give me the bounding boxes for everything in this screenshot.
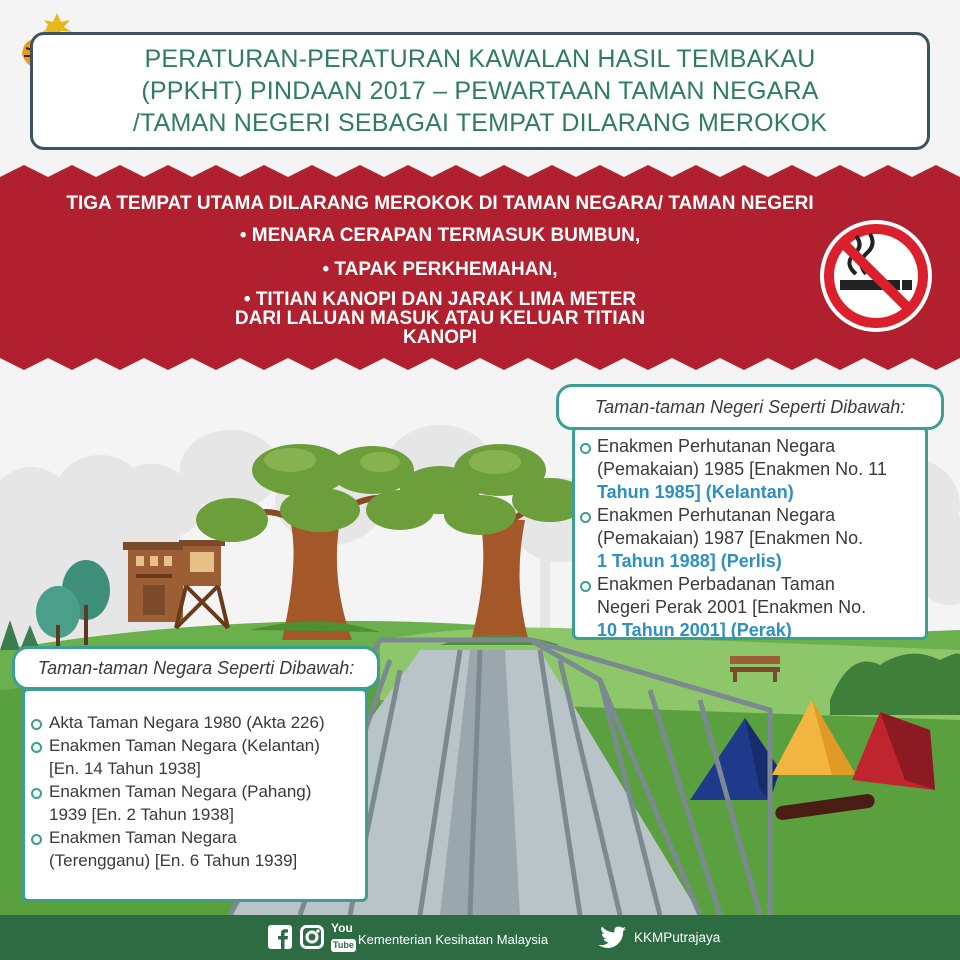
national-park-item-4-line-2: (Terengganu) [En. 6 Tahun 1939] <box>49 851 298 870</box>
national-parks-title: Taman-taman Negara Seperti Dibawah: <box>12 646 380 690</box>
state-parks-title: Taman-taman Negeri Seperti Dibawah: <box>556 384 944 430</box>
national-park-item-terengganu <box>25 826 365 872</box>
no-smoking-icon <box>816 216 936 336</box>
title-line-2: (PPKHT) PINDAAN 2017 – PEWARTAAN TAMAN NEGARA <box>141 77 819 105</box>
national-parks-list <box>22 688 368 902</box>
state-park-item-2-line-2: (Pemakaian) 1987 [Enakmen No. <box>597 528 864 548</box>
banner-item-3-line-2: DARI LALUAN MASUK ATAU KELUAR TITIAN <box>234 308 646 329</box>
twitter-handle[interactable]: KKMPutrajaya <box>634 930 721 945</box>
banner-item-observation-tower: • MENARA CERAPAN TERMASUK BUMBUN, <box>239 225 641 246</box>
state-park-item-3-line-3: 10 Tahun 2001] (Perak) <box>597 620 792 640</box>
banner-item-canopy-walk <box>0 290 880 347</box>
observation-tower <box>123 540 228 628</box>
footer-bar <box>0 915 960 960</box>
twitter-icon[interactable] <box>598 926 626 949</box>
national-park-item-kelantan <box>25 734 365 780</box>
state-park-item-perlis <box>575 504 925 573</box>
title-box <box>30 32 930 150</box>
state-park-item-2-line-1: Enakmen Perhutanan Negara <box>597 505 836 525</box>
national-park-item-pahang <box>25 780 365 826</box>
state-park-item-1-line-3: Tahun 1985] (Kelantan) <box>597 482 794 502</box>
banner-heading: TIGA TEMPAT UTAMA DILARANG MEROKOK DI TAMAN NEGARA/ TAMAN NEGERI <box>66 193 814 214</box>
state-park-item-1-line-1: Enakmen Perhutanan Negara <box>597 436 836 456</box>
national-park-item-3-line-1: Enakmen Taman Negara (Pahang) <box>49 782 312 801</box>
state-park-item-1-line-2: (Pemakaian) 1985 [Enakmen No. 11 <box>597 459 887 479</box>
state-park-item-kelantan <box>575 435 925 504</box>
youtube-tube-text: Tube <box>333 940 354 950</box>
ministry-name: Kementerian Kesihatan Malaysia <box>358 932 549 947</box>
banner-text <box>0 192 880 347</box>
state-park-item-3-line-1: Enakmen Perbadanan Taman <box>597 574 835 594</box>
national-park-item-2-line-1: Enakmen Taman Negara (Kelantan) <box>49 736 320 755</box>
state-parks-list <box>572 426 928 640</box>
facebook-icon[interactable] <box>268 925 292 949</box>
youtube-icon[interactable] <box>331 922 353 954</box>
youtube-you-text: You <box>331 921 353 935</box>
national-park-item-4-line-1: Enakmen Taman Negara <box>49 828 237 847</box>
banner-item-3-line-1: • TITIAN KANOPI DAN JARAK LIMA METER <box>243 289 637 310</box>
title-line-1: PERATURAN-PERATURAN KAWALAN HASIL TEMBAKAU <box>144 45 816 73</box>
instagram-icon[interactable] <box>300 925 324 949</box>
national-park-item-1-line-1: Akta Taman Negara 1980 (Akta 226) <box>49 713 325 732</box>
national-park-item-3-line-2: 1939 [En. 2 Tahun 1938] <box>49 805 234 824</box>
banner-item-campsite: • TAPAK PERKHEMAHAN, <box>322 259 558 280</box>
state-park-item-2-line-3: 1 Tahun 1988] (Perlis) <box>597 551 782 571</box>
title-line-3: /TAMAN NEGERI SEBAGAI TEMPAT DILARANG MEROKOK <box>132 109 828 137</box>
state-park-item-perak <box>575 573 925 642</box>
national-park-item-2-line-2: [En. 14 Tahun 1938] <box>49 759 201 778</box>
state-park-item-3-line-2: Negeri Perak 2001 [Enakmen No. <box>597 597 867 617</box>
national-park-item-akta-226 <box>25 711 365 734</box>
banner-item-3-line-3: KANOPI <box>403 327 477 348</box>
